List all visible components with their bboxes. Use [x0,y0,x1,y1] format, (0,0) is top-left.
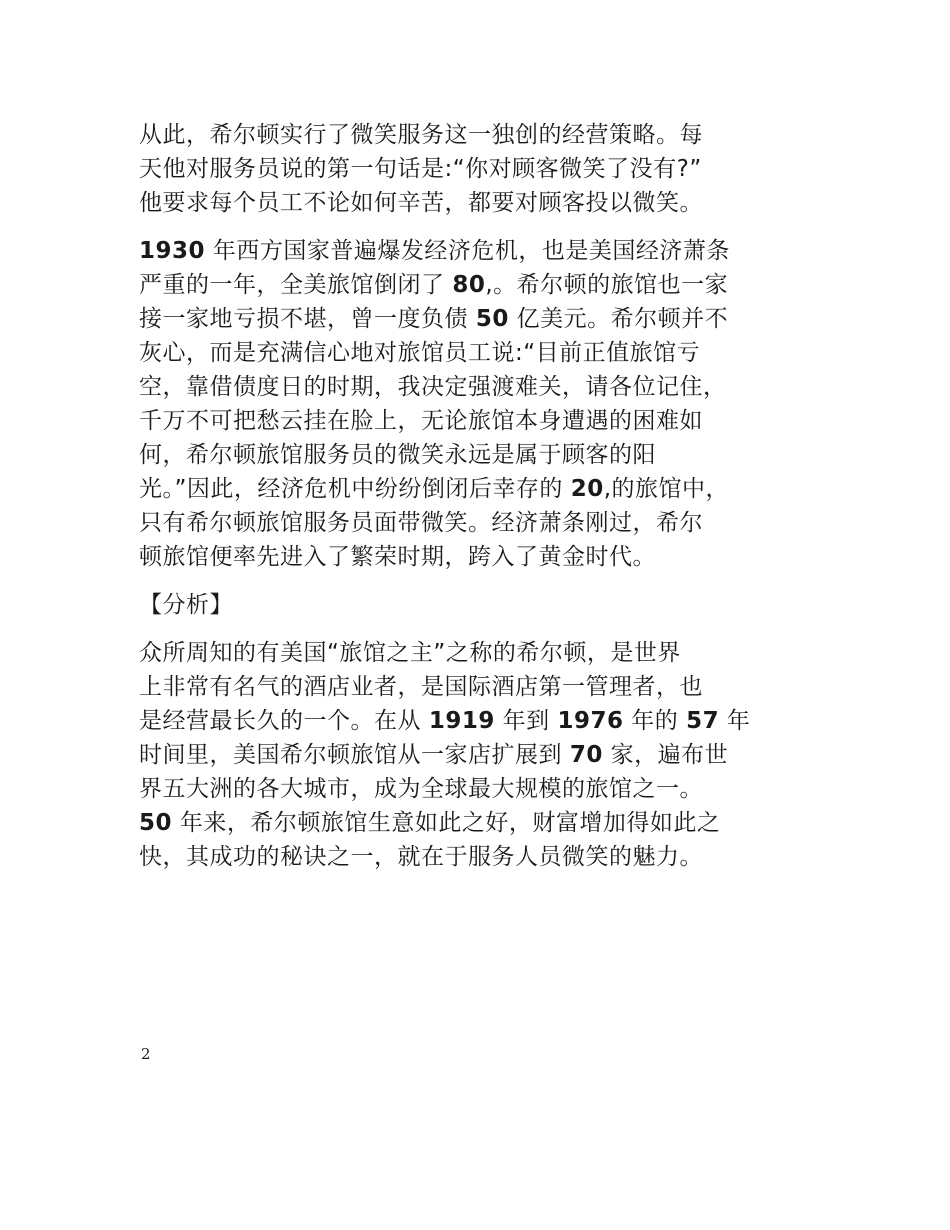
section-heading-analysis [139,588,839,622]
paragraph-smile-strategy [139,118,839,220]
text-line: 只有希尔顿旅馆服务员面带微笑。经济萧条刚过，希尔 [139,510,703,536]
text-line: 天他对服务员说的第一句话是:“你对顾客微笑了没有?” [139,156,702,182]
number-emphasis: 50 [139,810,173,836]
text-line: 从此，希尔顿实行了微笑服务这一独创的经营策略。每 [139,122,703,148]
text-line: 何，希尔顿旅馆服务员的微笑永远是属于顾客的阳 [139,442,656,468]
page-number: 2 [141,1045,151,1063]
heading-line: 【分析】 [139,592,233,618]
text-line: 光。”因此，经济危机中纷纷倒闭后幸存的 20,的旅馆中， [139,476,730,502]
number-emphasis: 70 [569,742,603,768]
number-emphasis: 1919 [428,708,495,734]
number-emphasis: 1930 [139,238,206,264]
text-line: 是经营最长久的一个。在从 1919 年到 1976 年的 57 年 [139,708,751,734]
number-emphasis: 80 [452,272,486,298]
text-line: 千万不可把愁云挂在脸上，无论旅馆本身遭遇的困难如 [139,408,703,434]
number-emphasis: 1976 [557,708,624,734]
text-line: 空，靠借债度日的时期，我决定强渡难关，请各位记住， [139,374,727,400]
text-line: 界五大洲的各大城市，成为全球最大规模的旅馆之一。 [139,776,703,802]
text-line: 他要求每个员工不论如何辛苦，都要对顾客投以微笑。 [139,190,703,216]
text-line: 众所周知的有美国“旅馆之主”之称的希尔顿，是世界 [139,640,681,666]
paragraph-economic-crisis [139,234,839,574]
number-emphasis: 57 [686,708,720,734]
text-line: 严重的一年，全美旅馆倒闭了 80,。希尔顿的旅馆也一家 [139,272,729,298]
text-line: 1930 年西方国家普遍爆发经济危机，也是美国经济萧条 [139,238,730,264]
text-line: 接一家地亏损不堪，曾一度负债 50 亿美元。希尔顿并不 [139,306,729,332]
text-line: 50 年来，希尔顿旅馆生意如此之好，财富增加得如此之 [139,810,721,836]
text-line: 上非常有名气的酒店业者，是国际酒店第一管理者，也 [139,674,703,700]
document-body [139,118,839,874]
text-line: 灰心，而是充满信心地对旅馆员工说:“目前正值旅馆亏 [139,340,701,366]
number-emphasis: 20 [570,476,604,502]
text-line: 时间里，美国希尔顿旅馆从一家店扩展到 70 家，遍布世 [139,742,729,768]
paragraph-analysis [139,636,839,874]
text-line: 顿旅馆便率先进入了繁荣时期，跨入了黄金时代。 [139,544,656,570]
text-line: 快，其成功的秘诀之一，就在于服务人员微笑的魅力。 [139,844,703,870]
number-emphasis: 50 [475,306,509,332]
